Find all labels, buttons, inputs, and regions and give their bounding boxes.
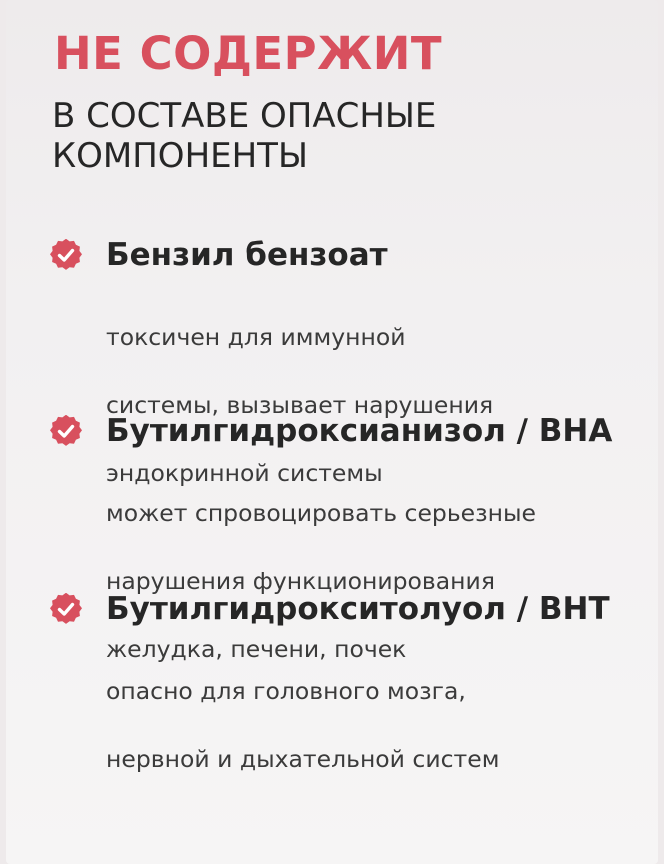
ingredient-description-line: опасно для головного мозга, — [106, 677, 466, 705]
ingredient-title: Бутилгидроксианизол / BHA — [106, 413, 613, 449]
checkmark-badge-icon — [50, 593, 82, 625]
ingredient-title: Бутилгидрокситолуол / BHT — [106, 591, 610, 627]
ingredient-description-line: нарушения функционирования — [106, 567, 495, 595]
headline-subtitle-line-1: В СОСТАВЕ ОПАСНЫЕ — [52, 96, 437, 136]
ingredient-description-line: системы, вызывает нарушения — [106, 391, 494, 419]
ingredient-description-line: может спровоцировать серьезные — [106, 499, 536, 527]
ingredient-description-line: желудка, печени, почек — [106, 635, 407, 663]
checkmark-badge-icon — [50, 239, 82, 271]
ingredient-description-line: эндокринной системы — [106, 459, 383, 487]
info-card — [6, 0, 658, 864]
headline-accent: НЕ СОДЕРЖИТ — [54, 27, 443, 80]
headline-subtitle-line-2: КОМПОНЕНТЫ — [52, 136, 308, 176]
ingredient-description-line: токсичен для иммунной — [106, 323, 406, 351]
checkmark-badge-icon — [50, 415, 82, 447]
ingredient-description-line: нервной и дыхательной систем — [106, 745, 500, 773]
headline-subtitle — [52, 96, 436, 176]
ingredient-description — [106, 640, 499, 810]
ingredient-title: Бензил бензоат — [106, 237, 388, 273]
